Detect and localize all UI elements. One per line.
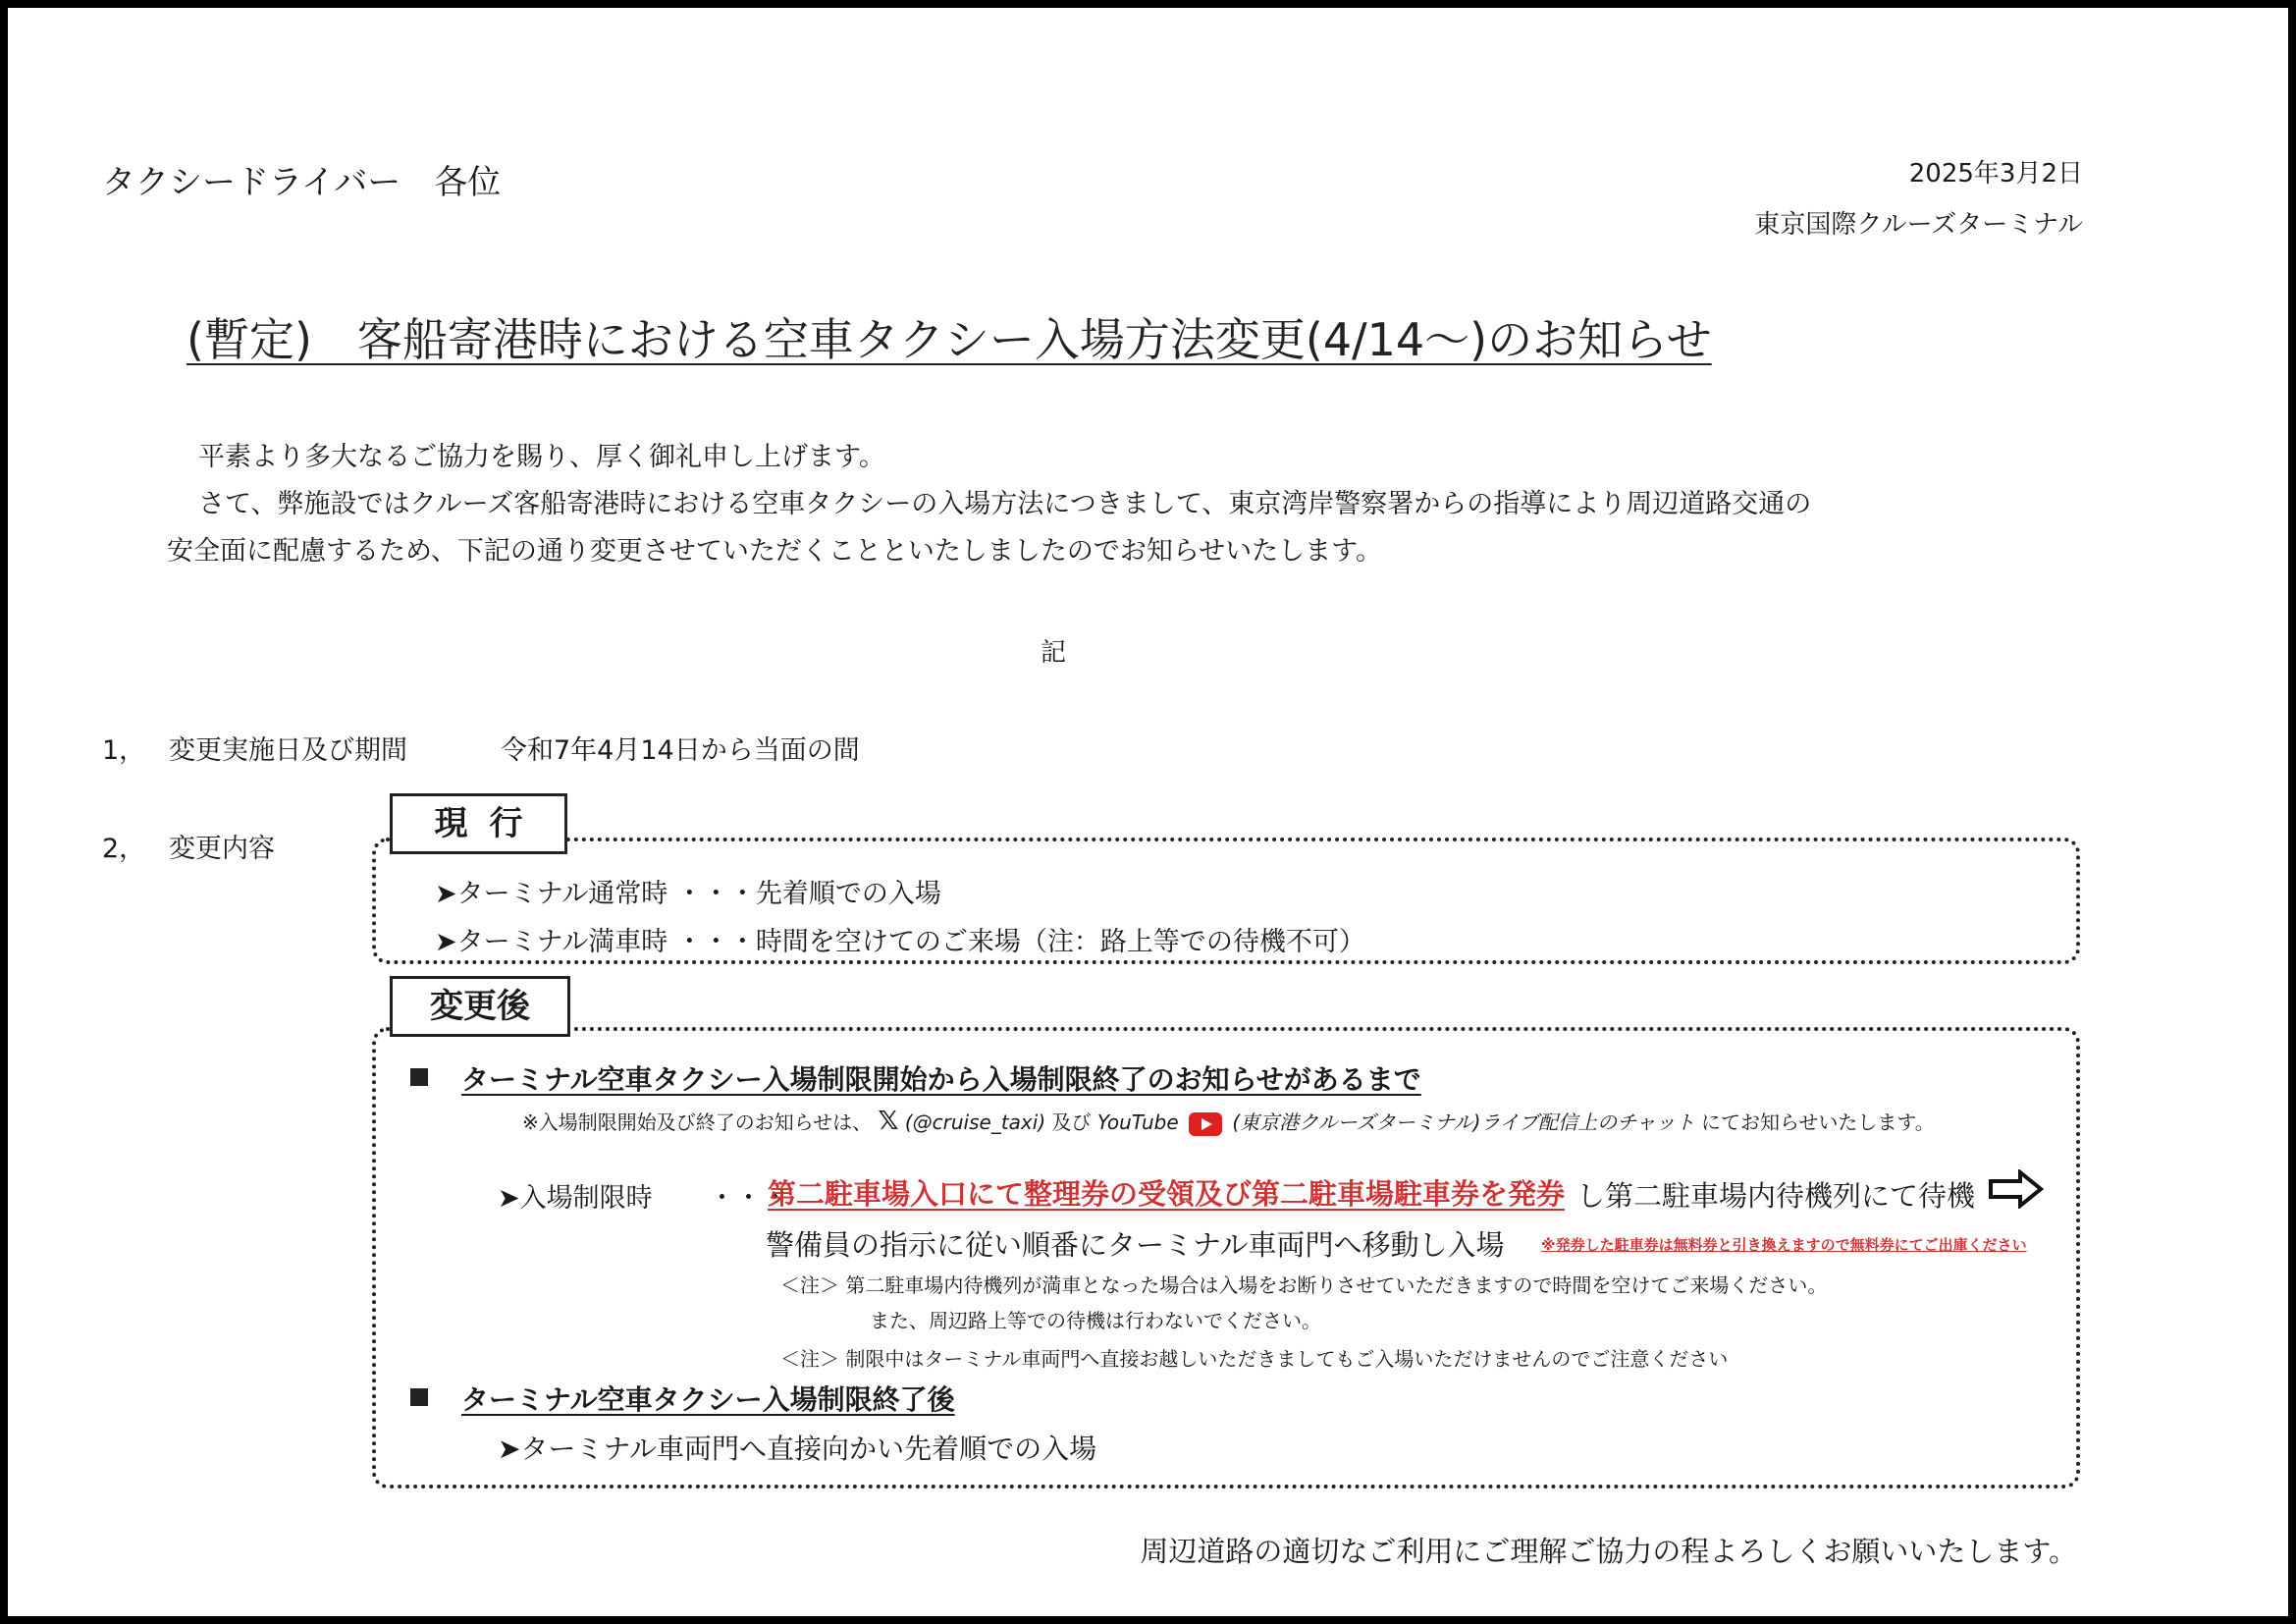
notice-title: (暫定) 客船寄港時における空車タクシー入場方法変更(4/14～)のお知らせ bbox=[187, 313, 1712, 366]
parking-ticket-note: ※発券した駐車券は無料券と引き換えますので無料券にてご出庫ください bbox=[1541, 1236, 2027, 1254]
x-logo-icon: 𝕏 bbox=[878, 1107, 899, 1136]
caution-note-2: ＜注＞ 制限中はターミナル車両門へ直接お越しいただきましてもご入場いただけませんのでご注意ください bbox=[780, 1347, 1729, 1371]
addressee: タクシードライバー 各位 bbox=[102, 163, 502, 202]
square-bullet-icon bbox=[410, 1388, 428, 1406]
item2-number: 2， bbox=[102, 834, 146, 864]
restriction-label: ➤入場制限時 bbox=[498, 1183, 653, 1214]
after-change-tag: 変更後 bbox=[390, 976, 570, 1037]
restriction-dots: ・・・ bbox=[709, 1183, 788, 1214]
caution-note-1: ＜注＞ 第二駐車場内待機列が満車となった場合は入場をお断りさせていただきますので時間を空けてご来場ください。 bbox=[780, 1273, 1828, 1297]
intro-paragraph bbox=[167, 434, 1811, 575]
guard-instruction: 警備員の指示に従い順番にターミナル車両門へ移動し入場 bbox=[766, 1228, 1505, 1262]
item1-number: 1， bbox=[102, 735, 146, 766]
issue-date: 2025年3月2日 bbox=[1908, 159, 2083, 189]
x-account: (@cruise_taxi) bbox=[904, 1110, 1046, 1134]
intro-line-1: 平素より多大なるご協力を賜り、厚く御礼申し上げます。 bbox=[198, 442, 885, 472]
youtube-channel: (東京港クルーズターミナル)ライブ配信上のチャット bbox=[1232, 1110, 1695, 1134]
restriction-period-heading: ターミナル空車タクシー入場制限開始から入場制限終了のお知らせがあるまで bbox=[461, 1063, 1421, 1096]
ticket-instruction: 第二駐車場入口にて整理券の受領及び第二駐車場駐車券を発券 bbox=[768, 1177, 1566, 1211]
item2-label: 変更内容 bbox=[169, 834, 275, 864]
intro-line-2: さて、弊施設ではクルーズ客船寄港時における空車タクシーの入場方法につきまして、東京湾岸警察署からの指導により周辺道路交通の bbox=[198, 489, 1812, 519]
waiting-instruction: し第二駐車場内待機列にて待機 bbox=[1576, 1179, 1976, 1213]
item1-value: 令和7年4月14日から当面の間 bbox=[501, 735, 860, 766]
closing-remark: 周辺道路の適切なご利用にご理解ご協力の程よろしくお願いいたします。 bbox=[1140, 1535, 2077, 1568]
note-prefix: ※入場制限開始及び終了のお知らせは、 bbox=[522, 1110, 873, 1134]
current-rule-normal: ➤ターミナル通常時 ・・・先着順での入場 bbox=[435, 879, 941, 909]
after-restriction-rule: ➤ターミナル車両門へ直接向かい先着順での入場 bbox=[498, 1433, 1097, 1465]
ki-heading: 記 bbox=[1041, 638, 1067, 668]
after-restriction-heading: ターミナル空車タクシー入場制限終了後 bbox=[461, 1383, 955, 1416]
square-bullet-icon bbox=[410, 1068, 428, 1086]
current-rule-full: ➤ターミナル満車時 ・・・時間を空けてのご来場（注：路上等での待機不可） bbox=[435, 927, 1365, 957]
item1-label: 変更実施日及び期間 bbox=[169, 735, 407, 766]
note-suffix: にてお知らせいたします。 bbox=[1700, 1110, 1935, 1134]
youtube-icon bbox=[1189, 1112, 1222, 1136]
announcement-note bbox=[522, 1107, 1935, 1136]
arrow-right-icon bbox=[1989, 1169, 2044, 1209]
caution-note-1-cont: また、周辺路上等での待機は行わないでください。 bbox=[870, 1309, 1321, 1332]
youtube-label: YouTube bbox=[1096, 1110, 1179, 1134]
intro-line-3: 安全面に配慮するため、下記の通り変更させていただくことといたしましたのでお知らせいたします。 bbox=[167, 536, 1382, 567]
current-tag: 現行 bbox=[390, 793, 567, 854]
organization-name: 東京国際クルーズターミナル bbox=[1754, 210, 2083, 240]
note-and: 及び bbox=[1051, 1110, 1092, 1134]
